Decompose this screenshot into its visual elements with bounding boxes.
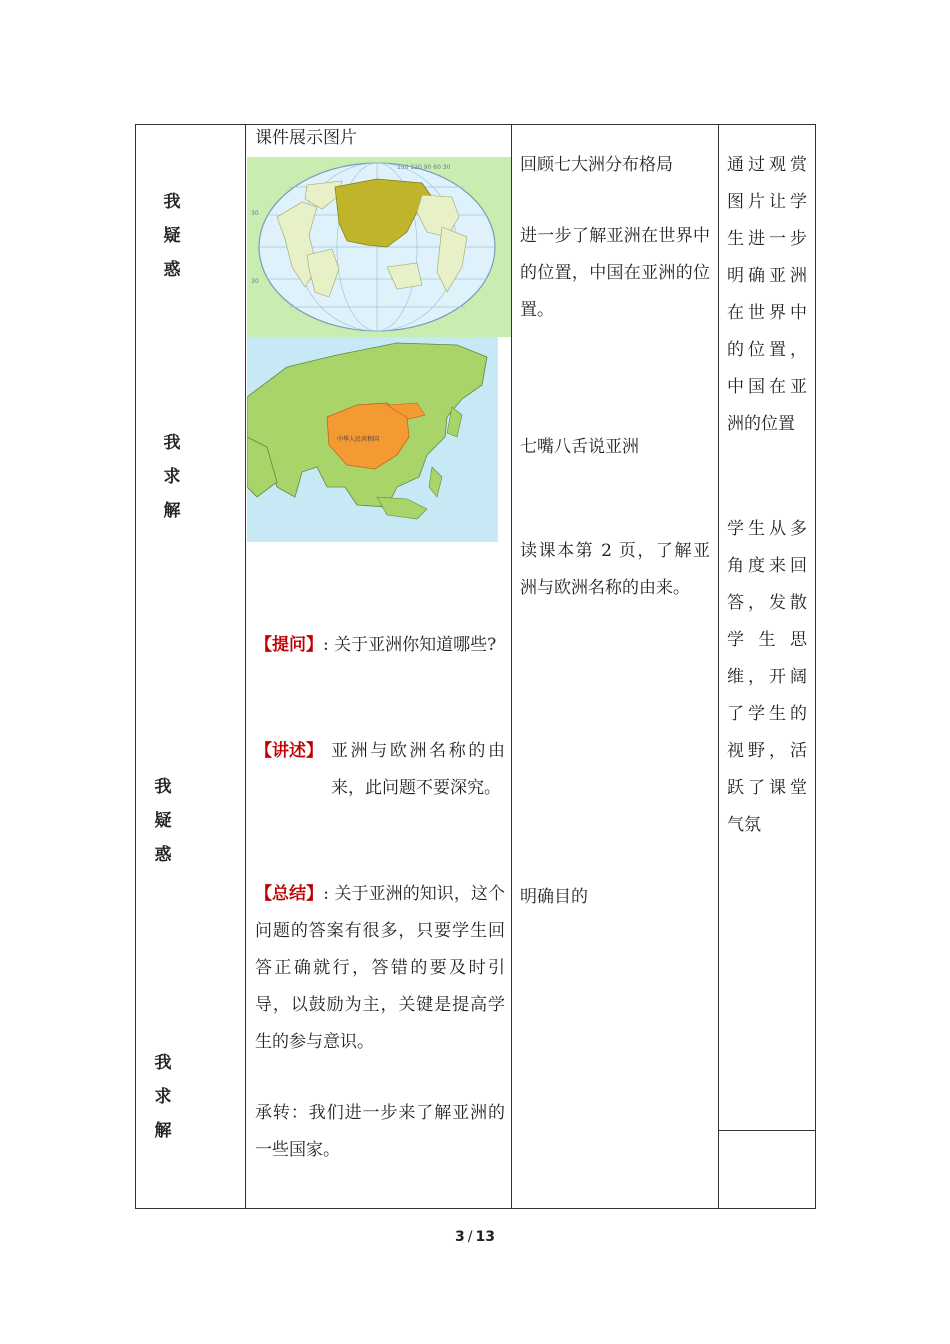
question-block [255, 627, 505, 664]
student-activity-4: 读课本第 2 页，了解亚洲与欧洲名称的由来。 [520, 541, 710, 598]
narration-tag: 【讲述】 [255, 741, 323, 761]
column-divider [718, 125, 719, 1208]
svg-text:30: 30 [251, 210, 259, 217]
svg-text:150 120 90 60 30: 150 120 90 60 30 [397, 164, 451, 171]
column-divider [511, 125, 512, 1208]
stage-label-doubt: 我 疑 惑 [154, 777, 172, 865]
courseware-heading: 课件展示图片 [255, 128, 357, 148]
student-activity-5: 明确目的 [520, 887, 588, 907]
svg-text:30: 30 [251, 278, 259, 285]
stage-label-solve: 我 求 解 [163, 433, 181, 521]
question-text: : 关于亚洲你知道哪些? [323, 635, 497, 655]
column-divider [245, 125, 246, 1208]
narration-block [255, 733, 505, 807]
summary-text: : 关于亚洲的知识，这个问题的答案有很多，只要学生回答正确就行，答错的要及时引导，以鼓励为主，关键是提高学生的参与意识。 [255, 884, 505, 1052]
row-divider [718, 1130, 816, 1131]
stage-label-solve: 我 求 解 [154, 1053, 172, 1141]
student-activity-1: 回顾七大洲分布格局 [520, 155, 673, 175]
question-tag: 【提问】 [255, 635, 323, 655]
transition-text: 承转：我们进一步来了解亚洲的一些国家。 [255, 1103, 505, 1160]
design-intent-1: 通过观赏图片让学生进一步明确亚洲在世界中的位置，中国在亚洲的位置 [727, 155, 807, 434]
student-activity-2: 进一步了解亚洲在世界中的位置，中国在亚洲的位置。 [520, 226, 710, 320]
stage-label-doubt: 我 疑 惑 [163, 192, 181, 280]
design-intent-2: 学生从多角度来回答，发散学生思维，开阔了学生的视野，活跃了课堂气氛 [727, 519, 807, 835]
student-activity-3: 七嘴八舌说亚洲 [520, 437, 639, 457]
summary-block [255, 876, 505, 1061]
narration-text: 亚洲与欧洲名称的由来，此问题不要深究。 [331, 741, 505, 798]
page-number: 3 / 13 [455, 1229, 495, 1245]
summary-tag: 【总结】 [255, 884, 324, 904]
map-country-label: 中华人民共和国 [337, 436, 380, 443]
asia-map-image [247, 337, 498, 542]
world-map-image [247, 157, 511, 337]
